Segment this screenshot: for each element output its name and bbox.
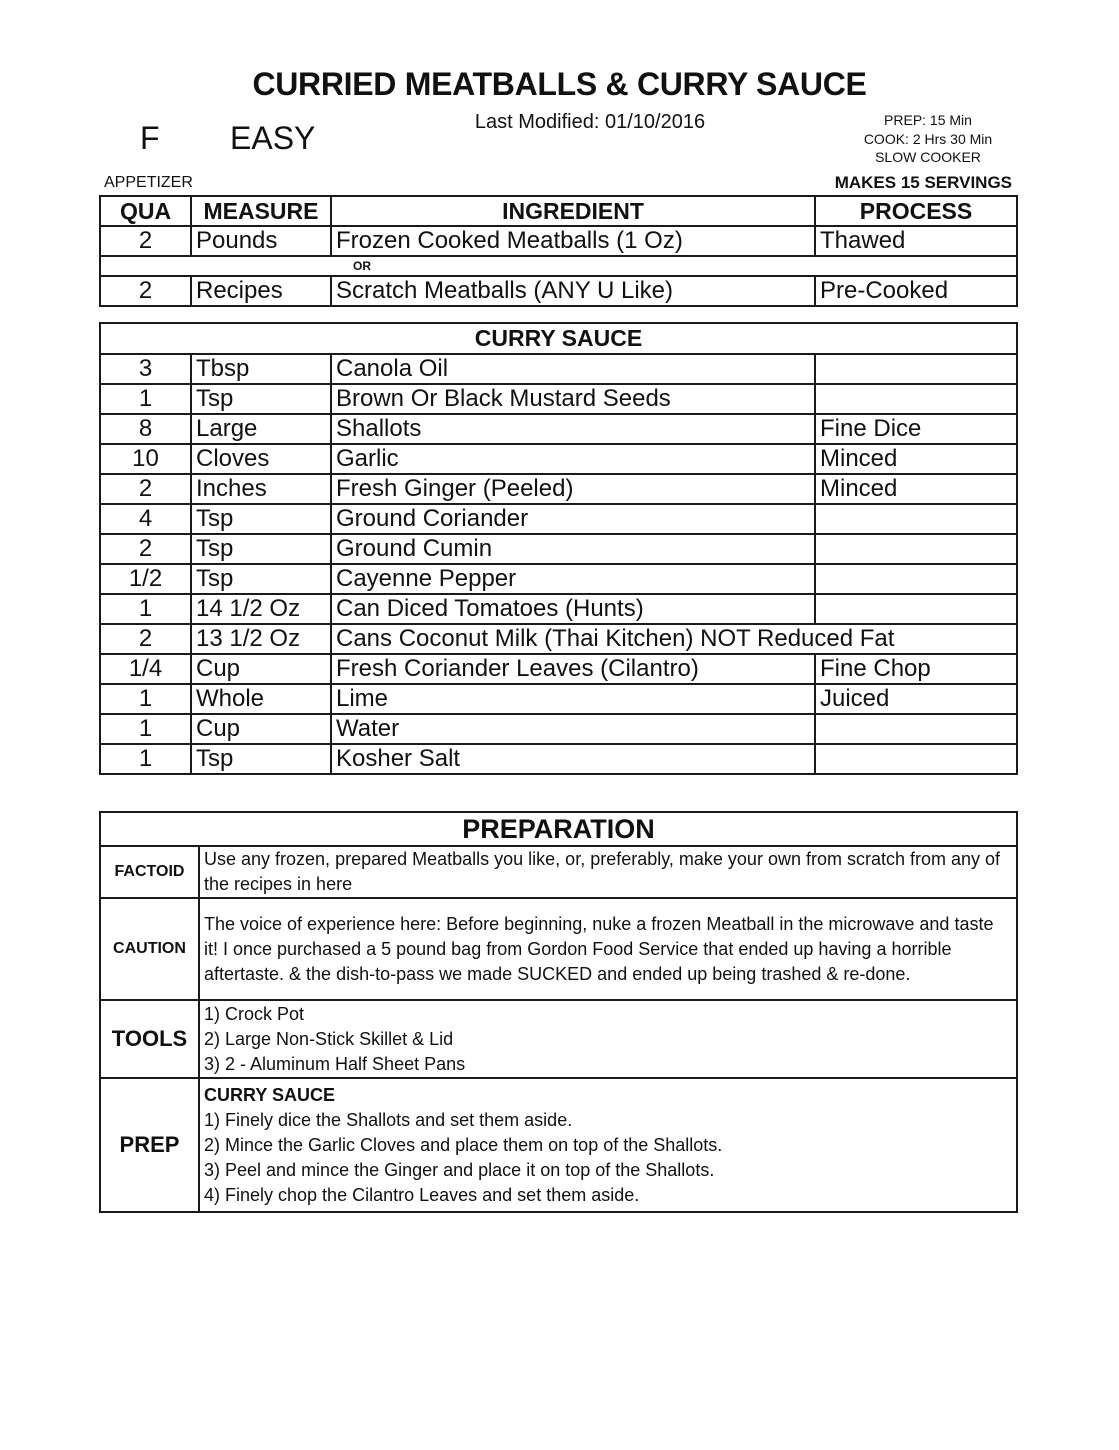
measure-cell: Large bbox=[191, 414, 331, 444]
measure-cell: Tsp bbox=[191, 744, 331, 774]
qua-cell: 1/2 bbox=[100, 564, 191, 594]
process-cell: Minced bbox=[815, 474, 1017, 504]
process-cell bbox=[815, 384, 1017, 414]
measure-cell: Recipes bbox=[191, 276, 331, 306]
or-separator-row bbox=[100, 256, 1017, 276]
qua-cell: 1/4 bbox=[100, 654, 191, 684]
process-cell: Pre-Cooked bbox=[815, 276, 1017, 306]
prep-step: 2) Mince the Garlic Cloves and place them on top of the Shallots. bbox=[204, 1134, 723, 1155]
recipe-title: CURRIED MEATBALLS & CURRY SAUCE bbox=[252, 66, 867, 102]
main-ingredients-table bbox=[99, 195, 1018, 307]
measure-cell: Inches bbox=[191, 474, 331, 504]
column-header-process: PROCESS bbox=[815, 196, 1017, 226]
caution-row bbox=[100, 898, 1017, 1000]
measure-cell: Cup bbox=[191, 654, 331, 684]
ingredient-cell: Fresh Ginger (Peeled) bbox=[331, 474, 815, 504]
qua-cell: 8 bbox=[100, 414, 191, 444]
servings: MAKES 15 SERVINGS bbox=[834, 173, 1012, 192]
tools-label: TOOLS bbox=[100, 1000, 199, 1078]
prep-steps bbox=[199, 1078, 1017, 1212]
table-row bbox=[100, 474, 1017, 504]
measure-cell: Tbsp bbox=[191, 354, 331, 384]
ingredient-cell: Shallots bbox=[331, 414, 815, 444]
category: APPETIZER bbox=[104, 174, 193, 191]
table-header-row bbox=[100, 196, 1017, 226]
factoid-text: Use any frozen, prepared Meatballs you like, or, preferably, make your own from scratch from any of the recipes in here bbox=[199, 846, 1017, 898]
column-header-measure: MEASURE bbox=[191, 196, 331, 226]
process-cell: Thawed bbox=[815, 226, 1017, 256]
tool-item: 1) Crock Pot bbox=[204, 1003, 305, 1024]
qua-cell: 1 bbox=[100, 684, 191, 714]
factoid-row bbox=[100, 846, 1017, 898]
prep-time: PREP: 15 Min bbox=[884, 112, 972, 128]
section-header-row bbox=[100, 323, 1017, 354]
process-cell: Fine Chop bbox=[815, 654, 1017, 684]
ingredient-cell: Cans Coconut Milk (Thai Kitchen) NOT Reduced Fat bbox=[331, 624, 1017, 654]
measure-cell: Pounds bbox=[191, 226, 331, 256]
process-cell bbox=[815, 594, 1017, 624]
preparation-heading: PREPARATION bbox=[100, 812, 1017, 846]
process-cell: Juiced bbox=[815, 684, 1017, 714]
difficulty: EASY bbox=[230, 120, 316, 156]
measure-cell: Cup bbox=[191, 714, 331, 744]
prep-step: 1) Finely dice the Shallots and set them aside. bbox=[204, 1109, 573, 1130]
prep-subheading: CURRY SAUCE bbox=[204, 1084, 336, 1105]
qua-cell: 1 bbox=[100, 714, 191, 744]
or-separator: OR bbox=[100, 256, 1017, 276]
caution-text: The voice of experience here: Before beginning, nuke a frozen Meatball in the microwave and taste it! I once purchased a 5 pound bag from Gordon Food Service that ended up having a horrible aftertaste. & the dish-to-pass we made SUCKED and ended up being trashed & re-done. bbox=[199, 898, 1017, 1000]
qua-cell: 2 bbox=[100, 624, 191, 654]
process-cell: Fine Dice bbox=[815, 414, 1017, 444]
ingredient-cell: Lime bbox=[331, 684, 815, 714]
last-modified: Last Modified: 01/10/2016 bbox=[474, 111, 706, 133]
preparation-table bbox=[99, 811, 1018, 1213]
table-row bbox=[100, 624, 1017, 654]
column-header-qua: QUA bbox=[100, 196, 191, 226]
process-cell: Minced bbox=[815, 444, 1017, 474]
table-row bbox=[100, 444, 1017, 474]
qua-cell: 3 bbox=[100, 354, 191, 384]
table-row bbox=[100, 714, 1017, 744]
ingredient-cell: Canola Oil bbox=[331, 354, 815, 384]
process-cell bbox=[815, 744, 1017, 774]
qua-cell: 2 bbox=[100, 276, 191, 306]
qua-cell: 1 bbox=[100, 744, 191, 774]
table-row bbox=[100, 564, 1017, 594]
factoid-label: FACTOID bbox=[100, 846, 199, 898]
qua-cell: 2 bbox=[100, 474, 191, 504]
table-row bbox=[100, 384, 1017, 414]
table-row bbox=[100, 744, 1017, 774]
table-row bbox=[100, 226, 1017, 256]
prep-step: 3) Peel and mince the Ginger and place it on top of the Shallots. bbox=[204, 1159, 715, 1180]
measure-cell: Tsp bbox=[191, 384, 331, 414]
table-row bbox=[100, 504, 1017, 534]
tool-item: 3) 2 - Aluminum Half Sheet Pans bbox=[204, 1053, 466, 1074]
curry-sauce-heading: CURRY SAUCE bbox=[100, 323, 1017, 354]
prep-row bbox=[100, 1078, 1017, 1212]
ingredient-cell: Water bbox=[331, 714, 815, 744]
prep-label: PREP bbox=[100, 1078, 199, 1212]
qua-cell: 1 bbox=[100, 594, 191, 624]
tool-item: 2) Large Non-Stick Skillet & Lid bbox=[204, 1028, 454, 1049]
table-row bbox=[100, 594, 1017, 624]
ingredient-cell: Brown Or Black Mustard Seeds bbox=[331, 384, 815, 414]
measure-cell: Cloves bbox=[191, 444, 331, 474]
measure-cell: Tsp bbox=[191, 534, 331, 564]
cook-method: SLOW COOKER bbox=[875, 149, 981, 165]
ingredient-cell: Scratch Meatballs (ANY U Like) bbox=[331, 276, 815, 306]
level-letter: F bbox=[140, 120, 160, 156]
measure-cell: Whole bbox=[191, 684, 331, 714]
cook-time: COOK: 2 Hrs 30 Min bbox=[863, 130, 993, 147]
tools-row bbox=[100, 1000, 1017, 1078]
table-row bbox=[100, 414, 1017, 444]
ingredient-cell: Garlic bbox=[331, 444, 815, 474]
qua-cell: 10 bbox=[100, 444, 191, 474]
measure-cell: 14 1/2 Oz bbox=[191, 594, 331, 624]
qua-cell: 2 bbox=[100, 534, 191, 564]
table-row bbox=[100, 654, 1017, 684]
table-row bbox=[100, 354, 1017, 384]
process-cell bbox=[815, 714, 1017, 744]
ingredient-cell: Kosher Salt bbox=[331, 744, 815, 774]
timing-info bbox=[850, 111, 1006, 167]
measure-cell: Tsp bbox=[191, 504, 331, 534]
process-cell bbox=[815, 564, 1017, 594]
process-cell bbox=[815, 534, 1017, 564]
process-cell bbox=[815, 354, 1017, 384]
prep-step: 4) Finely chop the Cilantro Leaves and set them aside. bbox=[204, 1184, 640, 1205]
process-cell bbox=[815, 504, 1017, 534]
column-header-ingredient: INGREDIENT bbox=[331, 196, 815, 226]
measure-cell: 13 1/2 Oz bbox=[191, 624, 331, 654]
qua-cell: 2 bbox=[100, 226, 191, 256]
table-row bbox=[100, 276, 1017, 306]
ingredient-cell: Ground Coriander bbox=[331, 504, 815, 534]
ingredient-cell: Can Diced Tomatoes (Hunts) bbox=[331, 594, 815, 624]
qua-cell: 1 bbox=[100, 384, 191, 414]
qua-cell: 4 bbox=[100, 504, 191, 534]
measure-cell: Tsp bbox=[191, 564, 331, 594]
tools-list bbox=[199, 1000, 1017, 1078]
curry-sauce-table bbox=[99, 322, 1018, 775]
ingredient-cell: Fresh Coriander Leaves (Cilantro) bbox=[331, 654, 815, 684]
ingredient-cell: Ground Cumin bbox=[331, 534, 815, 564]
preparation-header-row bbox=[100, 812, 1017, 846]
table-row bbox=[100, 534, 1017, 564]
ingredient-cell: Cayenne Pepper bbox=[331, 564, 815, 594]
ingredient-cell: Frozen Cooked Meatballs (1 Oz) bbox=[331, 226, 815, 256]
caution-label: CAUTION bbox=[100, 898, 199, 1000]
table-row bbox=[100, 684, 1017, 714]
